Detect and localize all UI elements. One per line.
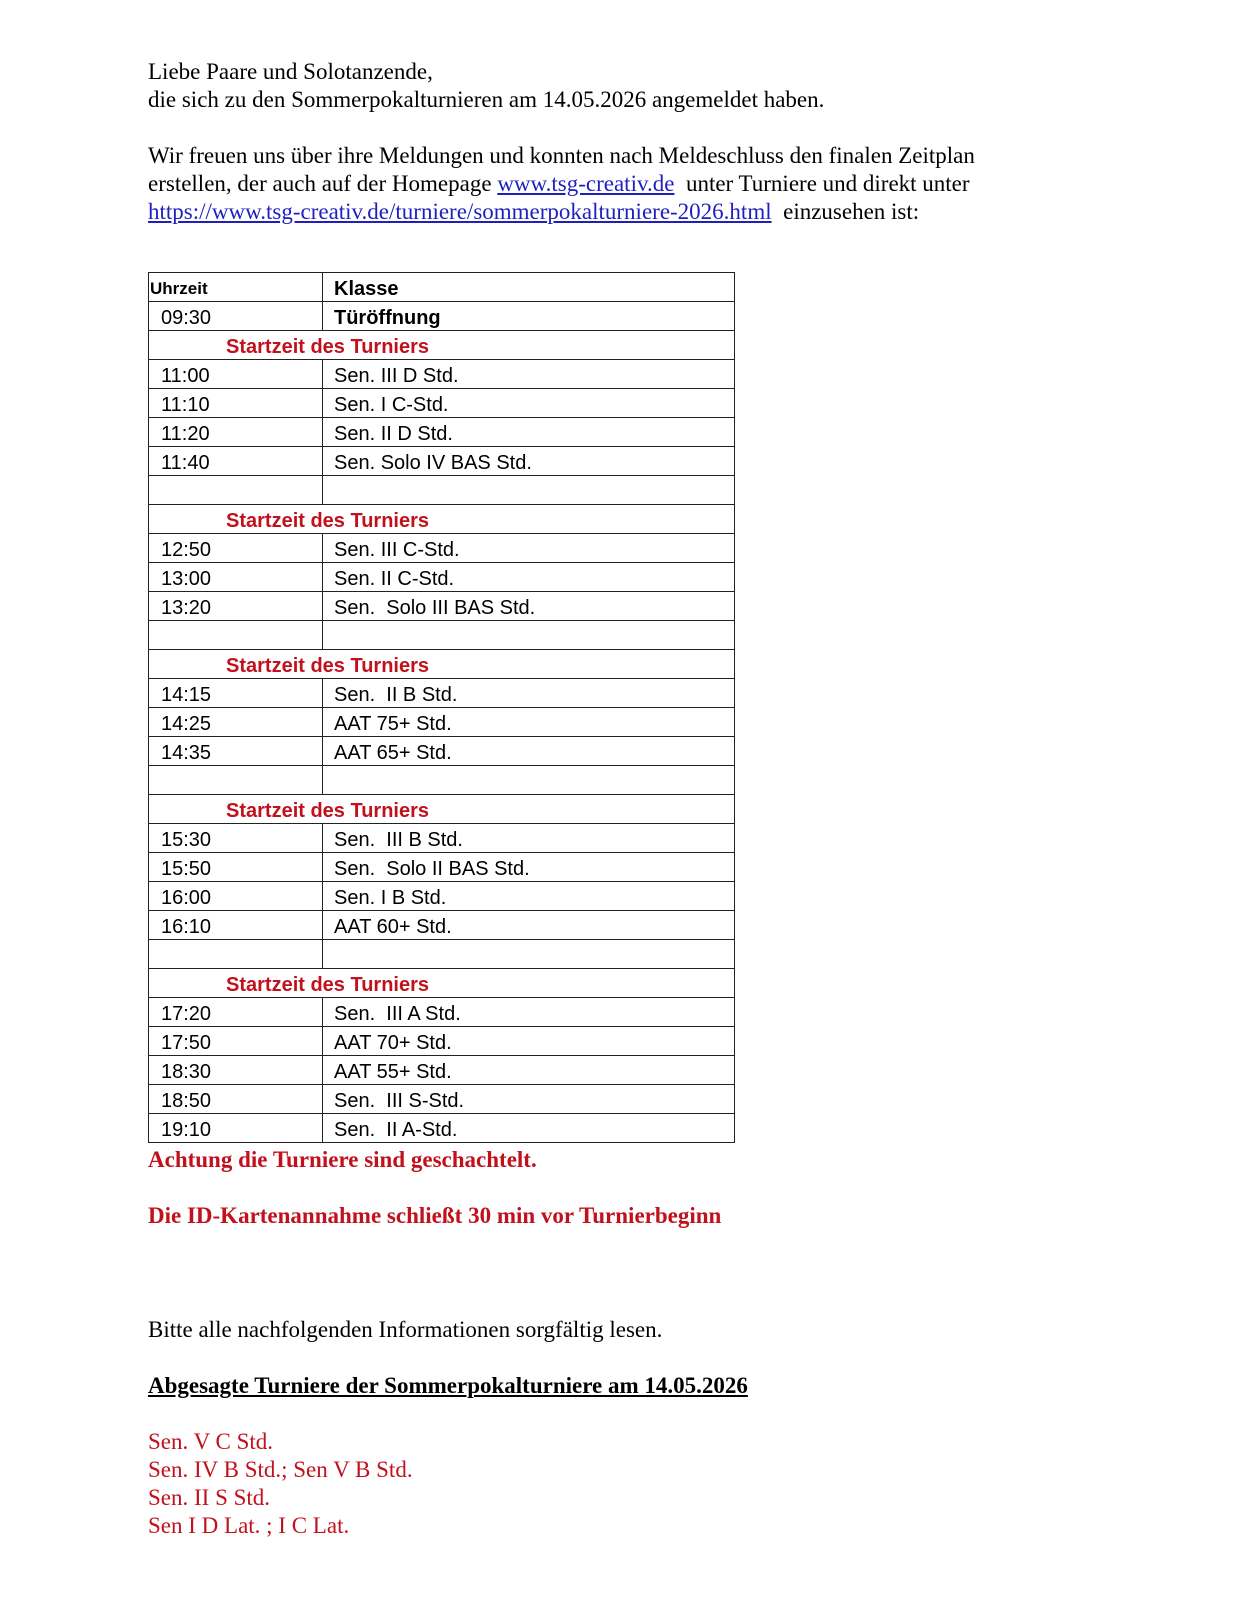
notice-id-card: Die ID-Kartenannahme schließt 30 min vor Turnierbeginn — [148, 1203, 722, 1228]
table-row — [149, 360, 735, 389]
opening-time: 09:30 — [149, 302, 323, 331]
time-cell: 11:20 — [149, 418, 323, 447]
table-row — [149, 534, 735, 563]
time-cell: 12:50 — [149, 534, 323, 563]
class-cell: Sen. II C-Std. — [323, 563, 735, 592]
empty-cell — [149, 940, 323, 969]
cancelled-item: Sen. IV B Std.; Sen V B Std. — [148, 1457, 413, 1482]
section-row — [149, 795, 735, 824]
class-cell: Sen. Solo II BAS Std. — [323, 853, 735, 882]
empty-cell — [149, 621, 323, 650]
schedule-table-body — [149, 273, 735, 1143]
time-cell: 16:10 — [149, 911, 323, 940]
class-cell: AAT 75+ Std. — [323, 708, 735, 737]
section-row — [149, 969, 735, 998]
class-cell: Sen. II A-Std. — [323, 1114, 735, 1143]
class-cell: Sen. I B Std. — [323, 882, 735, 911]
class-cell: Sen. III D Std. — [323, 360, 735, 389]
schedule-table — [148, 272, 735, 1143]
paragraph-line-1: Wir freuen uns über ihre Meldungen und konnten nach Meldeschluss den finalen Zeitplan — [148, 143, 975, 168]
table-row — [149, 447, 735, 476]
table-row — [149, 1056, 735, 1085]
class-cell: Sen. I C-Std. — [323, 389, 735, 418]
paragraph-line-2-prefix: erstellen, der auch auf der Homepage — [148, 171, 498, 196]
opening-class: Türöffnung — [323, 302, 735, 331]
notice-nested: Achtung die Turniere sind geschachtelt. — [148, 1147, 537, 1172]
time-cell: 13:20 — [149, 592, 323, 621]
table-row — [149, 1114, 735, 1143]
section-label: Startzeit des Turniers — [149, 650, 735, 679]
section-label: Startzeit des Turniers — [149, 969, 735, 998]
table-row — [149, 679, 735, 708]
paragraph-line-2 — [148, 170, 970, 198]
empty-cell — [323, 476, 735, 505]
empty-row — [149, 621, 735, 650]
schedule-header-row — [149, 273, 735, 302]
header-time: Uhrzeit — [149, 273, 323, 302]
class-cell: Sen. II B Std. — [323, 679, 735, 708]
class-cell: Sen. III C-Std. — [323, 534, 735, 563]
time-cell: 15:50 — [149, 853, 323, 882]
time-cell: 11:40 — [149, 447, 323, 476]
table-row — [149, 389, 735, 418]
time-cell: 19:10 — [149, 1114, 323, 1143]
empty-cell — [149, 766, 323, 795]
time-cell: 11:10 — [149, 389, 323, 418]
section-row — [149, 505, 735, 534]
table-row — [149, 853, 735, 882]
greeting-line-1: Liebe Paare und Solotanzende, — [148, 59, 433, 84]
empty-row — [149, 476, 735, 505]
class-cell: Sen. II D Std. — [323, 418, 735, 447]
table-row — [149, 911, 735, 940]
class-cell: Sen. III A Std. — [323, 998, 735, 1027]
class-cell: Sen. Solo III BAS Std. — [323, 592, 735, 621]
table-row — [149, 1085, 735, 1114]
cancelled-heading: Abgesagte Turniere der Sommerpokalturniere am 14.05.2026 — [148, 1373, 748, 1398]
time-cell: 18:30 — [149, 1056, 323, 1085]
empty-row — [149, 940, 735, 969]
section-label: Startzeit des Turniers — [149, 505, 735, 534]
paragraph-line-3-suffix: einzusehen ist: — [771, 199, 920, 224]
table-row — [149, 824, 735, 853]
class-cell: AAT 70+ Std. — [323, 1027, 735, 1056]
class-cell: Sen. III S-Std. — [323, 1085, 735, 1114]
table-row — [149, 737, 735, 766]
section-label: Startzeit des Turniers — [149, 331, 735, 360]
time-cell: 11:00 — [149, 360, 323, 389]
empty-cell — [323, 766, 735, 795]
empty-row — [149, 766, 735, 795]
opening-row — [149, 302, 735, 331]
time-cell: 16:00 — [149, 882, 323, 911]
class-cell: AAT 55+ Std. — [323, 1056, 735, 1085]
table-row — [149, 708, 735, 737]
class-cell: AAT 60+ Std. — [323, 911, 735, 940]
greeting-line-2: die sich zu den Sommerpokalturnieren am 14.05.2026 angemeldet haben. — [148, 87, 825, 112]
class-cell: AAT 65+ Std. — [323, 737, 735, 766]
time-cell: 14:25 — [149, 708, 323, 737]
section-row — [149, 331, 735, 360]
time-cell: 14:15 — [149, 679, 323, 708]
time-cell: 13:00 — [149, 563, 323, 592]
cancelled-item: Sen. V C Std. — [148, 1429, 274, 1454]
class-cell: Sen. III B Std. — [323, 824, 735, 853]
time-cell: 17:20 — [149, 998, 323, 1027]
paragraph-line-2-suffix: unter Turniere und direkt unter — [674, 171, 970, 196]
table-row — [149, 882, 735, 911]
table-row — [149, 1027, 735, 1056]
section-label: Startzeit des Turniers — [149, 795, 735, 824]
table-row — [149, 418, 735, 447]
time-cell: 15:30 — [149, 824, 323, 853]
table-row — [149, 592, 735, 621]
header-class: Klasse — [323, 273, 735, 302]
time-cell: 18:50 — [149, 1085, 323, 1114]
direct-link[interactable]: https://www.tsg-creativ.de/turniere/sommerpokalturniere-2026.html — [148, 199, 772, 224]
paragraph-line-3 — [148, 198, 919, 226]
class-cell: Sen. Solo IV BAS Std. — [323, 447, 735, 476]
homepage-link[interactable]: www.tsg-creativ.de — [497, 171, 675, 196]
table-row — [149, 563, 735, 592]
table-row — [149, 998, 735, 1027]
time-cell: 17:50 — [149, 1027, 323, 1056]
empty-cell — [149, 476, 323, 505]
empty-cell — [323, 940, 735, 969]
read-info-text: Bitte alle nachfolgenden Informationen sorgfältig lesen. — [148, 1317, 663, 1342]
section-row — [149, 650, 735, 679]
empty-cell — [323, 621, 735, 650]
time-cell: 14:35 — [149, 737, 323, 766]
cancelled-item: Sen. II S Std. — [148, 1485, 271, 1510]
cancelled-item: Sen I D Lat. ; I C Lat. — [148, 1513, 350, 1538]
